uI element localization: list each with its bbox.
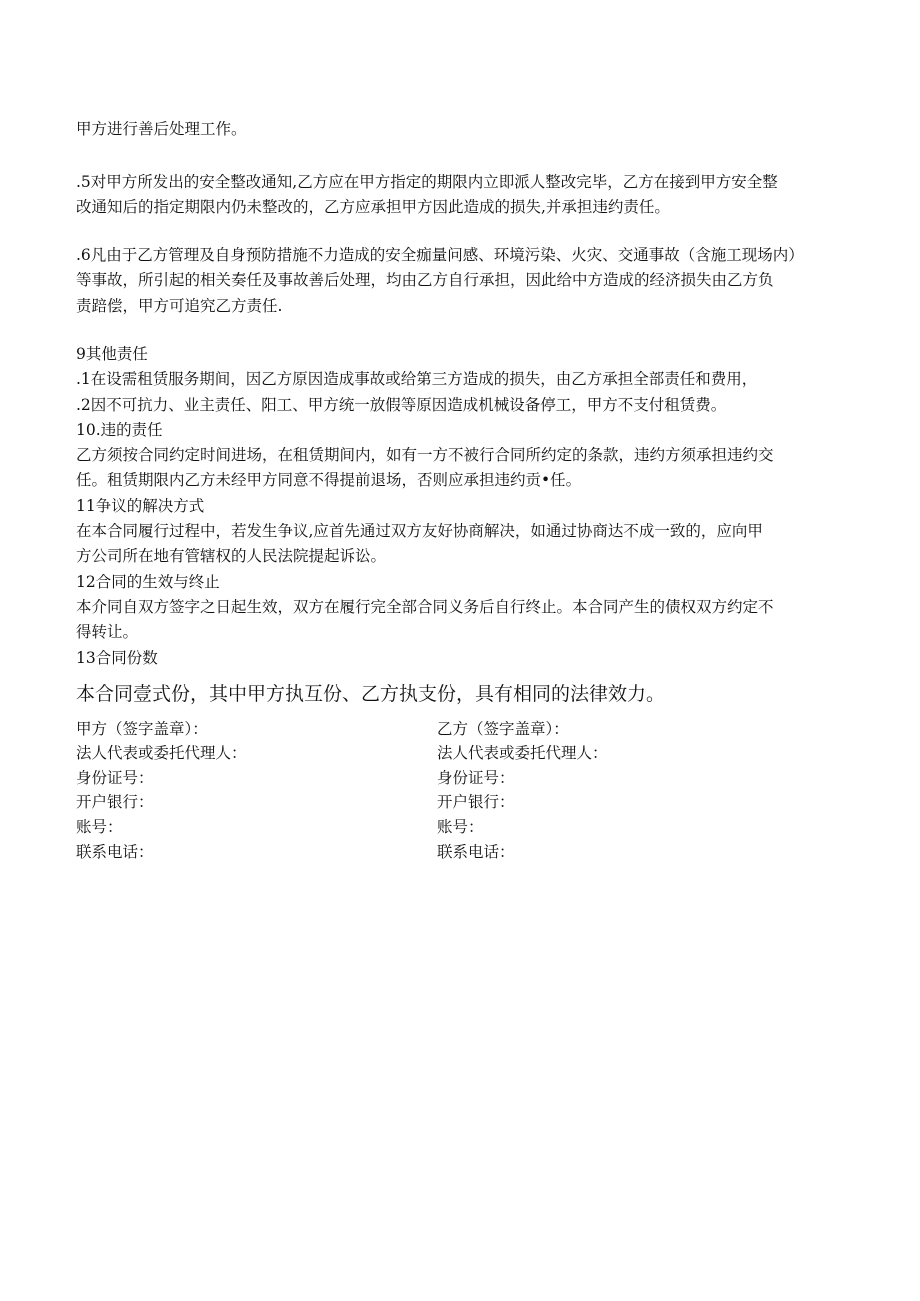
section-12-line-2: 得转让。 bbox=[76, 623, 139, 641]
party-b-account-label: 账号： bbox=[437, 818, 484, 836]
section-10-line-2: 任。租赁期限内乙方未经甲方同意不得提前退场，否则应承担违约贡•任。 bbox=[76, 471, 582, 489]
section-11-heading: 11争议的解决方式 bbox=[76, 497, 205, 515]
copies-statement: 本合同壹式份，其中甲方执互份、乙方执支份，具有相同的法律效力。 bbox=[76, 683, 666, 705]
party-a-representative-label: 法人代表或委托代理人： bbox=[76, 744, 247, 762]
clause-8-6-line-1: .6凡由于乙方管理及自身预防措施不力造成的安全痂量问感、环境污染、火灾、交通事故（含施工现场内） bbox=[76, 246, 804, 264]
section-12-line-1: 本介同自双方签字之日起生效，双方在履行完全部合同义务后自行终止。本合同产生的债权双方约定不 bbox=[76, 598, 774, 616]
section-11-line-2: 方公司所在地有管辖权的人民法院提起诉讼。 bbox=[76, 547, 387, 565]
party-b-signature-label: 乙方（签字盖章）： bbox=[437, 720, 569, 738]
section-10-line-1: 乙方须按合同约定时间进场，在租赁期间内，如有一方不被行合同所约定的条款，违约方须承担违约交 bbox=[76, 446, 774, 464]
clause-8-5-line-2: 改通知后的指定期限内仍未整改的，乙方应承担甲方因此造成的损失,并承担违约责任。 bbox=[76, 198, 670, 216]
section-12-heading: 12合同的生效与终止 bbox=[76, 573, 220, 591]
party-a-signature-label: 甲方（签字盖章）： bbox=[76, 720, 208, 738]
party-b-representative-label: 法人代表或委托代理人： bbox=[437, 744, 608, 762]
party-b-id-label: 身份证号： bbox=[437, 769, 515, 787]
clause-8-6-line-2: 等事故，所引起的相关奏任及事故善后处理，均由乙方自行承担，因此给中方造成的经济损失由乙方负 bbox=[76, 271, 774, 289]
section-13-heading: 13合同份数 bbox=[76, 649, 158, 667]
clause-8-5-line-1: .5对甲方所发出的安全整改通知,乙方应在甲方指定的期限内立即派人整改完毕，乙方在接到甲方安全整 bbox=[76, 173, 778, 191]
party-a-account-label: 账号： bbox=[76, 818, 123, 836]
intro-line: 甲方进行善后处理工作。 bbox=[76, 120, 247, 138]
clause-9-1: .1在设需租赁服务期间，因乙方原因造成事故或给第三方造成的损失，由乙方承担全部责任和费用， bbox=[76, 370, 758, 388]
party-a-phone-label: 联系电话： bbox=[76, 843, 154, 861]
section-9-heading: 9其他责任 bbox=[76, 345, 148, 363]
section-11-line-1: 在本合同履行过程中，若发生争议,应首先通过双方友好协商解决，如通过协商达不成一致的，应向甲 bbox=[76, 522, 763, 540]
party-b-phone-label: 联系电话： bbox=[437, 843, 515, 861]
party-a-id-label: 身份证号： bbox=[76, 769, 154, 787]
section-10-heading: 10.违的责任 bbox=[76, 421, 163, 439]
party-b-bank-label: 开户银行： bbox=[437, 793, 515, 811]
clause-8-6-line-3: 责踣偿，甲方可追究乙方责任. bbox=[76, 297, 283, 315]
clause-9-2: .2因不可抗力、业主责任、阳工、甲方统一放假等原因造成机械设备停工，甲方不支付租赁费。 bbox=[76, 396, 727, 414]
party-a-bank-label: 开户银行： bbox=[76, 793, 154, 811]
